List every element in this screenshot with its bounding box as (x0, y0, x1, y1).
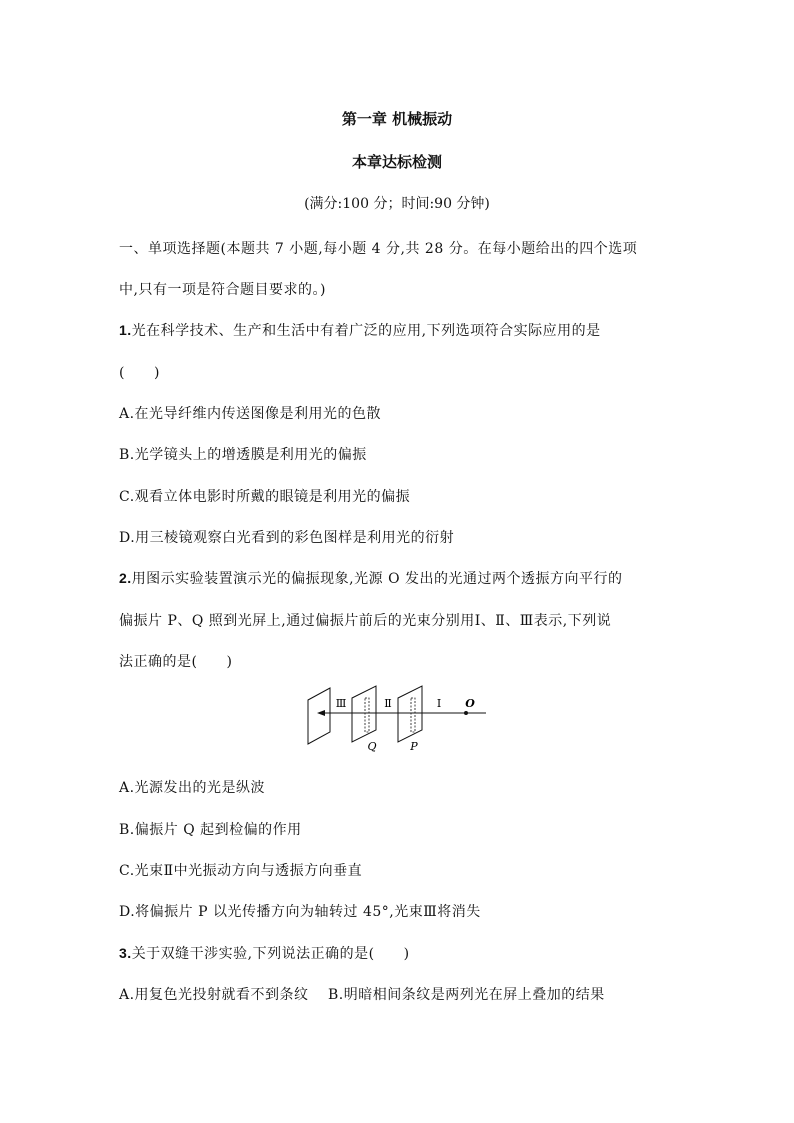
question-1-option-c: C.观看立体电影时所戴的眼镜是利用光的偏振 (119, 489, 411, 505)
question-number: 2. (119, 570, 132, 586)
question-1-option-b: B.光学镜头上的增透膜是利用光的偏振 (119, 447, 367, 463)
question-text: 光在科学技术、生产和生活中有着广泛的应用,下列选项符合实际应用的是 (131, 323, 601, 339)
question-2-stem-line3: 法正确的是( ) (119, 654, 233, 670)
section-heading-line2: 中,只有一项是符合题目要求的。) (119, 282, 326, 298)
exam-info: (满分:100 分；时间:90 分钟) (304, 196, 490, 212)
question-3-options-ab: A.用复色光投射就看不到条纹 B.明暗相间条纹是两列光在屏上叠加的结果 (119, 987, 605, 1003)
question-1-option-a: A.在光导纤维内传送图像是利用光的色散 (119, 406, 382, 422)
section-title: 本章达标检测 (351, 153, 442, 171)
question-2-option-a: A.光源发出的光是纵波 (119, 780, 266, 796)
light-source-dot (464, 711, 468, 715)
polarizer-q (352, 686, 376, 742)
chapter-title: 第一章 机械振动 (341, 110, 453, 128)
question-2-option-d: D.将偏振片 P 以光传播方向为轴转过 45°,光束Ⅲ将消失 (119, 904, 481, 920)
polarizer-label-q: Q (367, 740, 377, 752)
polarizer-label-p: P (410, 740, 418, 752)
question-2-option-c: C.光束Ⅱ中光振动方向与透振方向垂直 (119, 863, 363, 879)
question-number: 3. (119, 945, 132, 961)
question-2-stem-line2: 偏振片 P、Q 照到光屏上,通过偏振片前后的光束分别用Ⅰ、Ⅱ、Ⅲ表示,下列说 (119, 613, 612, 629)
question-1-option-d: D.用三棱镜观察白光看到的彩色图样是利用光的衍射 (119, 530, 455, 546)
question-number: 1. (119, 322, 132, 338)
polarizer-p (398, 686, 422, 742)
source-label-o: O (465, 697, 475, 710)
section-heading-line1: 一、单项选择题(本题共 7 小题,每小题 4 分,共 28 分。在每小题给出的四个选项 (119, 241, 638, 257)
polarization-diagram (300, 680, 500, 752)
question-text: 用图示实验装置演示光的偏振现象,光源 O 发出的光通过两个透振方向平行的 (131, 571, 623, 587)
question-3-stem (119, 943, 410, 963)
question-2-option-b: B.偏振片 Q 起到检偏的作用 (119, 822, 302, 838)
question-1-stem (119, 320, 601, 340)
light-screen (308, 688, 330, 744)
beam-label-iii: Ⅲ (335, 697, 347, 710)
question-2-stem-line1 (119, 568, 623, 588)
question-text: 关于双缝干涉实验,下列说法正确的是( ) (131, 946, 410, 962)
beam-label-i: Ⅰ (436, 697, 442, 710)
beam-label-ii: Ⅱ (384, 697, 392, 710)
question-1-bracket: ( ) (119, 365, 160, 381)
